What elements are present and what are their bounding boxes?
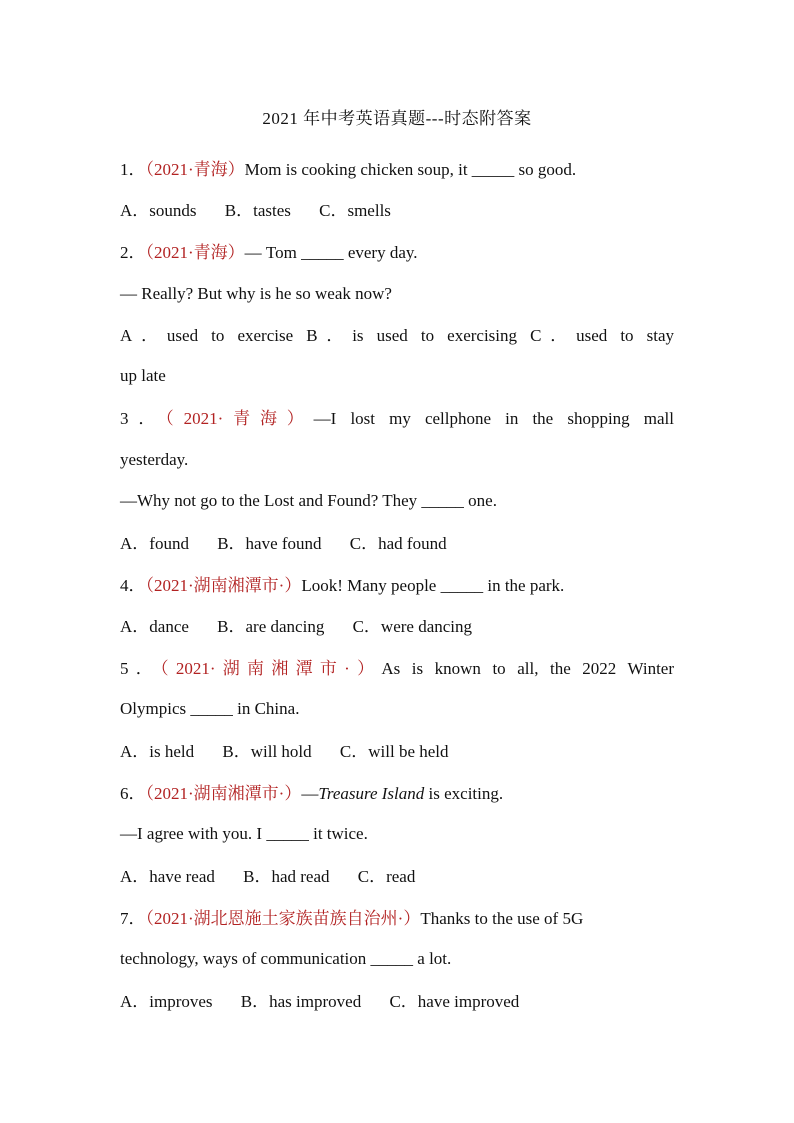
question-4 xyxy=(120,575,674,597)
question-number: 3． xyxy=(120,409,166,428)
option-b: B．has improved xyxy=(240,992,362,1011)
option-b: B．will hold xyxy=(222,742,312,761)
option-a: A．sounds xyxy=(120,201,197,220)
option-a: A．have read xyxy=(120,867,215,886)
option-a: A．improves xyxy=(120,992,213,1011)
question-3 xyxy=(120,408,674,430)
question-text: is exciting. xyxy=(424,784,504,803)
question-1 xyxy=(120,159,674,181)
question-source: （2021·湖南湘潭市·） xyxy=(160,659,382,678)
question-number: 1． xyxy=(120,160,146,179)
question-6-reply: —I agree with you. I _____ it twice. xyxy=(120,824,368,843)
question-2-options: A．used to exercise B．is used to exercising C．used to stay xyxy=(120,326,674,345)
question-number: 5． xyxy=(120,659,161,678)
question-text: Look! Many people _____ in the park. xyxy=(301,576,565,595)
question-2-options-continued: up late xyxy=(120,366,166,385)
question-3-continued: yesterday. xyxy=(120,450,189,469)
question-5-options xyxy=(120,741,674,763)
option-b: B．had read xyxy=(243,867,330,886)
option-a: A．found xyxy=(120,534,189,553)
question-number: 7． xyxy=(120,909,146,928)
question-text: — Tom _____ every day. xyxy=(244,243,418,262)
question-7-options xyxy=(120,991,674,1013)
book-title: Treasure Island xyxy=(318,784,425,803)
question-7 xyxy=(120,908,674,930)
option-c: C．had found xyxy=(349,534,447,553)
question-5-continued: Olympics _____ in China. xyxy=(120,699,300,718)
question-6-options xyxy=(120,866,674,888)
question-number: 4． xyxy=(120,576,146,595)
question-6 xyxy=(120,783,674,805)
option-b: B．have found xyxy=(217,534,322,553)
question-5 xyxy=(120,658,674,680)
option-c: C．read xyxy=(357,867,416,886)
question-source: （2021·青海） xyxy=(145,243,245,262)
question-3-reply: —Why not go to the Lost and Found? They _____ one. xyxy=(120,491,497,510)
option-c: C．smells xyxy=(319,201,391,220)
option-c: C．have improved xyxy=(389,992,520,1011)
question-source: （2021·湖南湘潭市·） xyxy=(145,784,302,803)
question-text: —I lost my cellphone in the shopping mall xyxy=(313,409,674,428)
option-a: A．is held xyxy=(120,742,195,761)
question-number: 2． xyxy=(120,243,146,262)
option-b: B．are dancing xyxy=(217,617,325,636)
option-a: A．dance xyxy=(120,617,189,636)
option-c: C．were dancing xyxy=(352,617,473,636)
question-source: （2021·湖南湘潭市·） xyxy=(145,576,302,595)
option-c: C．will be held xyxy=(339,742,449,761)
question-text: As is known to all, the 2022 Winter xyxy=(381,659,675,678)
question-source: （2021·青海） xyxy=(145,160,245,179)
question-4-options xyxy=(120,616,674,638)
question-2-reply: — Really? But why is he so weak now? xyxy=(120,284,392,303)
question-number: 6． xyxy=(120,784,146,803)
question-7-continued: technology, ways of communication _____ a lot. xyxy=(120,949,452,968)
option-b: B．tastes xyxy=(224,201,291,220)
question-source: （2021·湖北恩施土家族苗族自治州·） xyxy=(145,909,421,928)
question-3-options xyxy=(120,533,674,555)
question-source: （2021·青海） xyxy=(165,409,314,428)
question-2 xyxy=(120,242,674,264)
page-title: 2021 年中考英语真题---时态附答案 xyxy=(262,109,532,128)
question-text: Mom is cooking chicken soup, it _____ so good. xyxy=(244,160,577,179)
question-text: Thanks to the use of 5G xyxy=(420,909,584,928)
question-1-options xyxy=(120,200,674,222)
question-dash: — xyxy=(301,784,319,803)
